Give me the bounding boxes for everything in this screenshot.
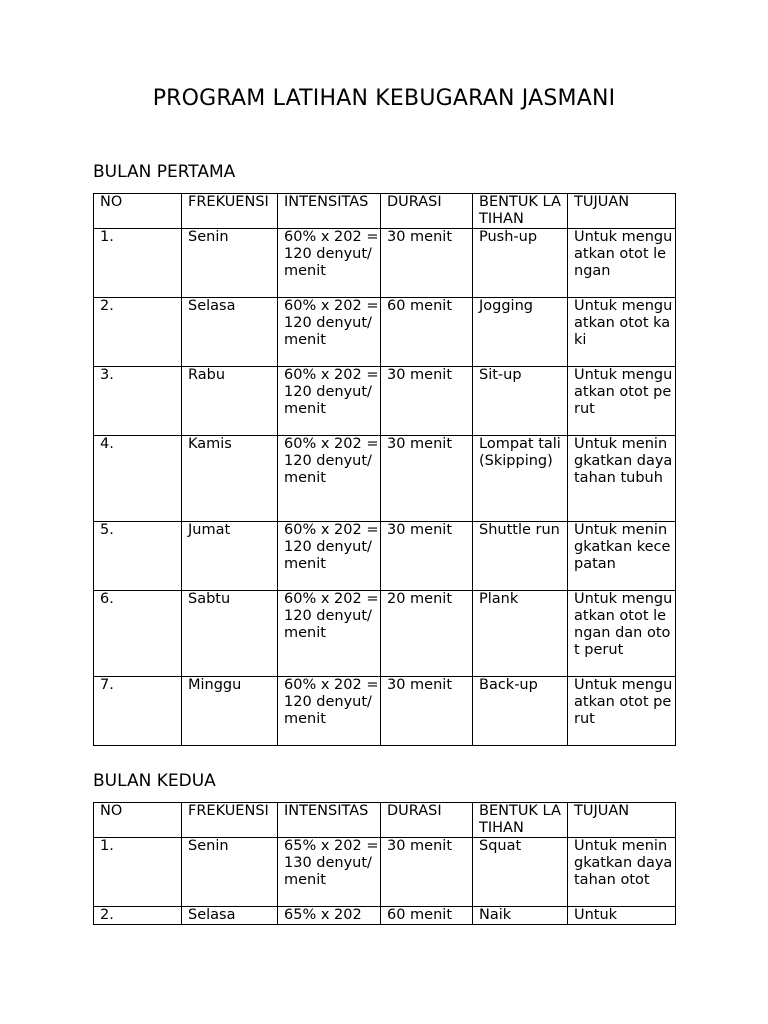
- header-cell-tujuan: TUJUAN: [568, 803, 676, 838]
- table-row: [94, 298, 676, 367]
- cell-tujuan: Untuk menguatkan otot lengan: [568, 229, 676, 298]
- cell-no: 7.: [94, 677, 182, 746]
- table-row: [94, 229, 676, 298]
- table-row: [94, 591, 676, 677]
- header-cell-frekuensi: FREKUENSI: [182, 803, 278, 838]
- cell-no: 3.: [94, 367, 182, 436]
- cell-intensitas: 60% x 202 = 120 denyut/menit: [278, 436, 381, 522]
- cell-bentuk-latihan: Sit-up: [473, 367, 568, 436]
- cell-tujuan: Untuk meningkatkan kecepatan: [568, 522, 676, 591]
- header-cell-durasi: DURASI: [381, 803, 473, 838]
- cell-bentuk-latihan: Plank: [473, 591, 568, 677]
- cell-frekuensi: Selasa: [182, 298, 278, 367]
- cell-intensitas: 60% x 202 = 120 denyut/menit: [278, 591, 381, 677]
- table-row: [94, 436, 676, 522]
- cell-frekuensi: Minggu: [182, 677, 278, 746]
- header-cell-bentuk-latihan: BENTUK LATIHAN: [473, 803, 568, 838]
- header-cell-bentuk-latihan: BENTUK LATIHAN: [473, 194, 568, 229]
- table-row: [94, 907, 676, 925]
- table-bulan-pertama: [93, 193, 676, 746]
- document-title: PROGRAM LATIHAN KEBUGARAN JASMANI: [152, 86, 616, 111]
- header-cell-frekuensi: FREKUENSI: [182, 194, 278, 229]
- cell-frekuensi: Rabu: [182, 367, 278, 436]
- cell-durasi: 30 menit: [381, 367, 473, 436]
- cell-durasi: 30 menit: [381, 436, 473, 522]
- cell-durasi: 60 menit: [381, 298, 473, 367]
- table-header-row: [94, 803, 676, 838]
- header-cell-no: NO: [94, 194, 182, 229]
- table-row: [94, 677, 676, 746]
- cell-frekuensi: Kamis: [182, 436, 278, 522]
- cell-bentuk-latihan: Squat: [473, 838, 568, 907]
- cell-durasi: 60 menit: [381, 907, 473, 925]
- header-cell-tujuan: TUJUAN: [568, 194, 676, 229]
- table-body: [94, 194, 676, 746]
- table-row: [94, 522, 676, 591]
- header-cell-durasi: DURASI: [381, 194, 473, 229]
- cell-intensitas: 60% x 202 = 120 denyut/menit: [278, 522, 381, 591]
- header-cell-intensitas: INTENSITAS: [278, 803, 381, 838]
- cell-frekuensi: Senin: [182, 229, 278, 298]
- cell-frekuensi: Selasa: [182, 907, 278, 925]
- cell-tujuan: Untuk menguatkan otot perut: [568, 367, 676, 436]
- cell-no: 4.: [94, 436, 182, 522]
- cell-intensitas: 65% x 202 = 130 denyut/menit: [278, 838, 381, 907]
- cell-no: 2.: [94, 298, 182, 367]
- cell-tujuan: Untuk meningkatkan daya tahan tubuh: [568, 436, 676, 522]
- cell-intensitas: 60% x 202 = 120 denyut/menit: [278, 677, 381, 746]
- cell-intensitas: 60% x 202 = 120 denyut/menit: [278, 229, 381, 298]
- cell-no: 1.: [94, 229, 182, 298]
- section-title-bulan-pertama: BULAN PERTAMA: [93, 162, 236, 182]
- cell-bentuk-latihan: Push-up: [473, 229, 568, 298]
- cell-frekuensi: Sabtu: [182, 591, 278, 677]
- cell-tujuan: Untuk menguatkan otot kaki: [568, 298, 676, 367]
- cell-no: 5.: [94, 522, 182, 591]
- cell-durasi: 30 menit: [381, 838, 473, 907]
- cell-no: 6.: [94, 591, 182, 677]
- table-row: [94, 838, 676, 907]
- table-row: [94, 367, 676, 436]
- cell-bentuk-latihan: Jogging: [473, 298, 568, 367]
- cell-tujuan: Untuk meningkatkan daya tahan otot: [568, 838, 676, 907]
- cell-frekuensi: Senin: [182, 838, 278, 907]
- cell-bentuk-latihan: Back-up: [473, 677, 568, 746]
- cell-intensitas: 65% x 202: [278, 907, 381, 925]
- cell-durasi: 30 menit: [381, 522, 473, 591]
- cell-tujuan: Untuk menguatkan otot perut: [568, 677, 676, 746]
- header-cell-no: NO: [94, 803, 182, 838]
- cell-bentuk-latihan: Shuttle run: [473, 522, 568, 591]
- cell-durasi: 20 menit: [381, 591, 473, 677]
- cell-intensitas: 60% x 202 = 120 denyut/menit: [278, 367, 381, 436]
- cell-bentuk-latihan: Lompat tali (Skipping): [473, 436, 568, 522]
- cell-no: 2.: [94, 907, 182, 925]
- table-header-row: [94, 194, 676, 229]
- cell-durasi: 30 menit: [381, 677, 473, 746]
- cell-bentuk-latihan: Naik: [473, 907, 568, 925]
- section-title-bulan-kedua: BULAN KEDUA: [93, 771, 216, 791]
- cell-frekuensi: Jumat: [182, 522, 278, 591]
- cell-no: 1.: [94, 838, 182, 907]
- cell-durasi: 30 menit: [381, 229, 473, 298]
- cell-tujuan: Untuk menguatkan otot lengan dan otot perut: [568, 591, 676, 677]
- table-bulan-kedua: [93, 802, 676, 925]
- table-body: [94, 803, 676, 925]
- cell-tujuan: Untuk: [568, 907, 676, 925]
- header-cell-intensitas: INTENSITAS: [278, 194, 381, 229]
- cell-intensitas: 60% x 202 = 120 denyut/menit: [278, 298, 381, 367]
